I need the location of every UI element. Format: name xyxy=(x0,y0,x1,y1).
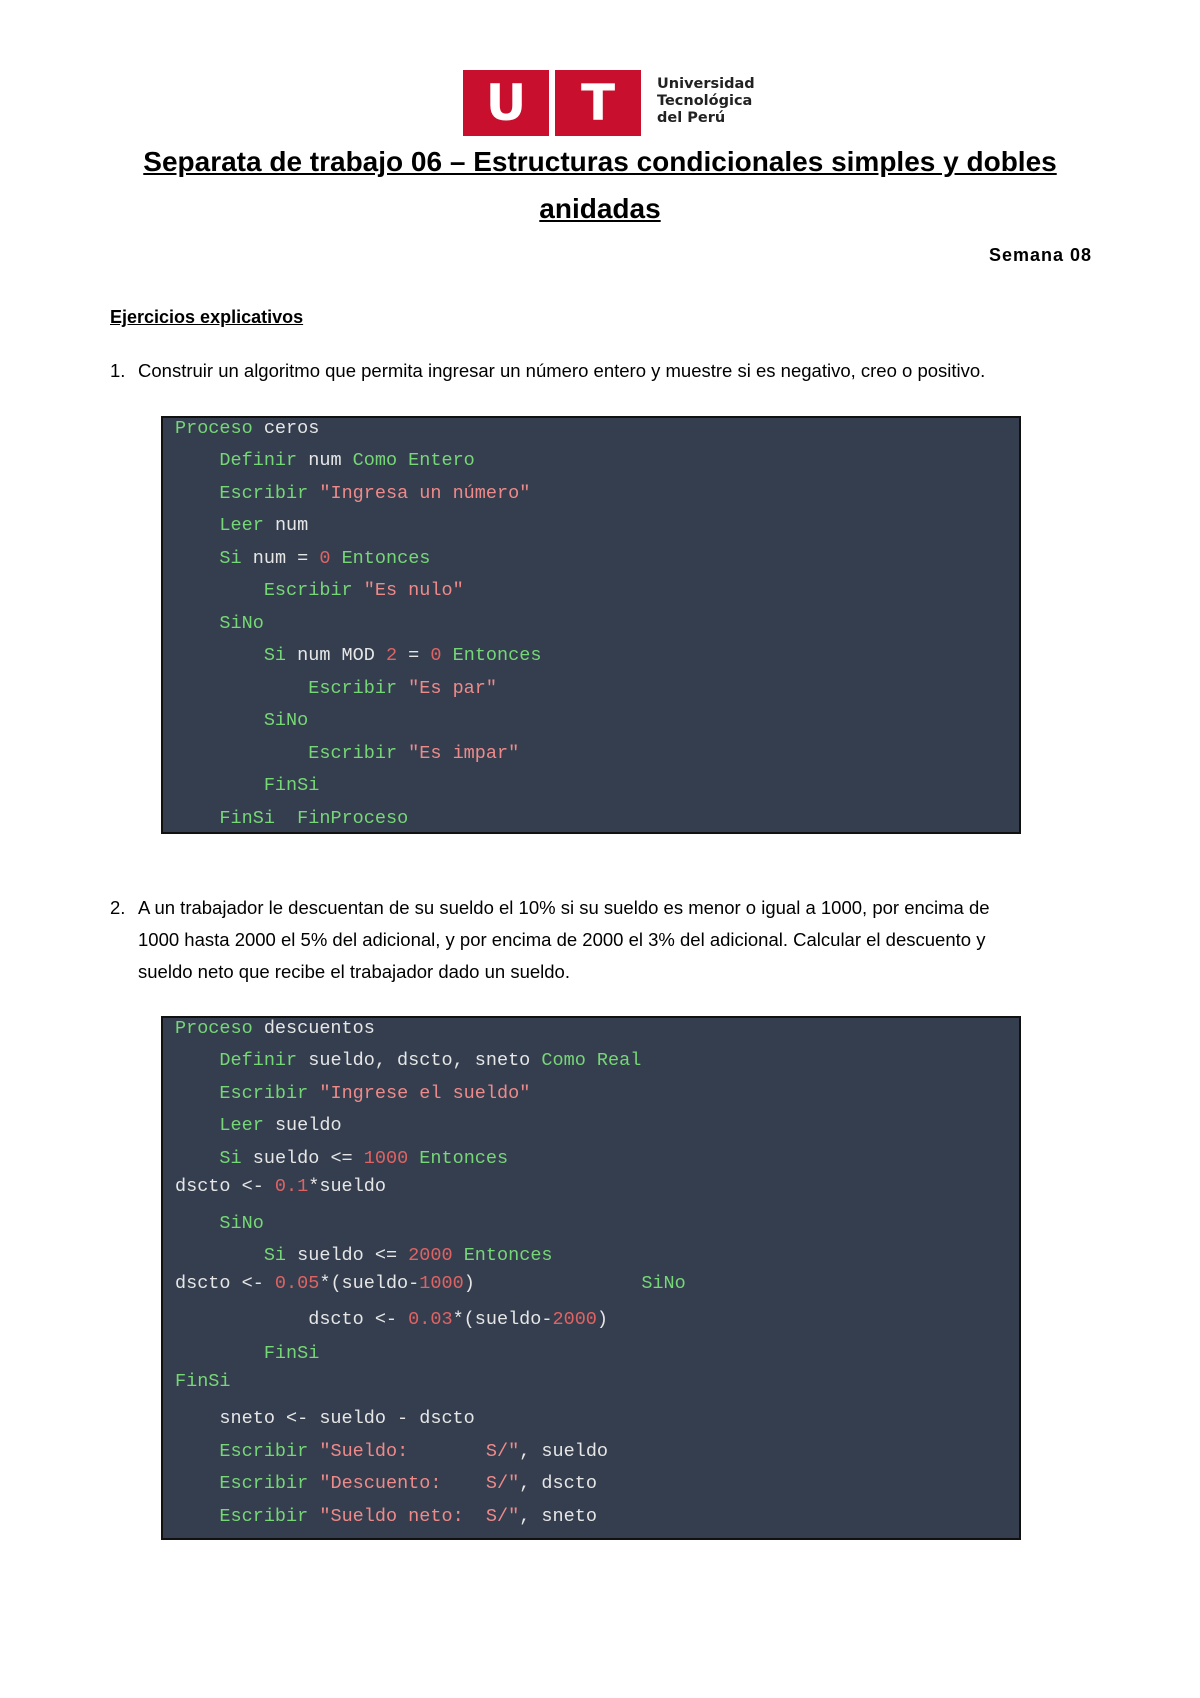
code-token: *(sueldo- xyxy=(319,1273,420,1294)
code-line xyxy=(175,1441,608,1462)
logo-letter-u: U xyxy=(485,74,527,132)
code-token: "Es nulo" xyxy=(363,580,464,601)
code-token: Si xyxy=(263,1245,287,1266)
code-token: , sneto xyxy=(519,1506,597,1527)
code-token: Definir xyxy=(219,1050,298,1071)
code-line xyxy=(175,1115,342,1136)
code-line xyxy=(175,613,264,634)
question-1 xyxy=(110,355,1070,387)
code-token xyxy=(175,613,219,634)
code-token: "Ingresa un número" xyxy=(319,483,531,504)
code-token xyxy=(175,450,219,471)
question-1-number: 1. xyxy=(110,360,126,381)
code-token: FinSi xyxy=(219,808,275,829)
question-2-line-2: 1000 hasta 2000 el 5% del adicional, y por encima de 2000 el 3% del adicional. Calcular el descuento y xyxy=(138,929,986,950)
code-token: Escribir xyxy=(219,1473,309,1494)
code-token: num xyxy=(263,515,309,536)
code-line xyxy=(175,450,475,471)
code-token xyxy=(175,743,308,764)
code-token xyxy=(175,1506,219,1527)
code-token: Definir xyxy=(219,450,298,471)
code-token xyxy=(175,580,264,601)
code-token: Escribir xyxy=(219,1083,309,1104)
code-token: 0.1 xyxy=(274,1176,309,1197)
code-token: Si xyxy=(219,1148,242,1169)
code-line xyxy=(175,1506,597,1527)
code-token xyxy=(175,678,308,699)
code-token: ) xyxy=(596,1309,609,1330)
code-token: descuentos xyxy=(252,1018,375,1039)
question-2 xyxy=(110,892,1070,988)
code-token xyxy=(308,483,319,504)
logo-text-line-3: del Perú xyxy=(657,110,726,126)
code-line xyxy=(175,775,319,796)
code-token xyxy=(175,1115,219,1136)
code-line xyxy=(175,1309,608,1330)
code-token: , sueldo xyxy=(519,1441,609,1462)
code-line xyxy=(175,1050,641,1071)
code-token: *sueldo xyxy=(308,1176,386,1197)
code-line xyxy=(175,1473,597,1494)
code-token: = xyxy=(397,645,431,666)
code-line xyxy=(175,580,464,601)
code-token: Como Real xyxy=(541,1050,642,1071)
logo-university-name xyxy=(657,76,755,127)
code-token xyxy=(175,1148,219,1169)
code-line xyxy=(175,1148,508,1169)
code-line xyxy=(175,808,408,829)
code-token: , dscto xyxy=(519,1473,597,1494)
code-token: Entonces xyxy=(419,1148,509,1169)
logo-text-line-1: Universidad xyxy=(657,76,755,92)
code-line xyxy=(175,1083,530,1104)
code-token: *(sueldo- xyxy=(452,1309,553,1330)
code-token xyxy=(175,710,264,731)
question-1-text: Construir un algoritmo que permita ingresar un número entero y muestre si es negativo, creo o positivo. xyxy=(138,360,986,381)
code-token xyxy=(308,1083,319,1104)
code-token: 0 xyxy=(319,548,331,569)
code-token xyxy=(175,645,264,666)
code-token: FinProceso xyxy=(297,808,409,829)
code-token xyxy=(308,1441,319,1462)
code-line xyxy=(175,678,497,699)
code-token: Proceso xyxy=(175,1018,253,1039)
code-token: FinSi xyxy=(263,1343,320,1364)
code-token xyxy=(308,1473,319,1494)
code-token: "Descuento: S/" xyxy=(319,1473,520,1494)
code-block-2 xyxy=(161,1016,1021,1540)
code-token xyxy=(308,1506,319,1527)
code-token: SiNo xyxy=(263,710,309,731)
code-token: "Es impar" xyxy=(408,743,520,764)
code-token: Proceso xyxy=(175,418,253,439)
code-token: sueldo <= xyxy=(241,1148,364,1169)
code-token: Entonces xyxy=(341,548,431,569)
code-token: dscto <- xyxy=(175,1176,275,1197)
code-token: Escribir xyxy=(308,678,398,699)
code-token xyxy=(175,1213,219,1234)
code-token: "Ingrese el sueldo" xyxy=(319,1083,531,1104)
page-title-line-2: anidadas xyxy=(539,193,661,224)
code-line xyxy=(175,1213,264,1234)
code-token: Leer xyxy=(219,1115,264,1136)
code-line xyxy=(175,483,530,504)
code-token: Escribir xyxy=(263,580,353,601)
code-token xyxy=(175,808,219,829)
code-token xyxy=(175,548,219,569)
code-token: "Es par" xyxy=(408,678,497,699)
question-2-number: 2. xyxy=(110,897,126,918)
code-token xyxy=(175,775,264,796)
code-block-1 xyxy=(161,416,1021,834)
code-line xyxy=(175,1371,231,1392)
code-token: num xyxy=(297,450,353,471)
code-token xyxy=(397,743,408,764)
code-token: Escribir xyxy=(219,483,309,504)
code-token xyxy=(175,1343,264,1364)
logo-letter-t: T xyxy=(580,74,616,132)
code-token: 2000 xyxy=(552,1309,597,1330)
code-token: Si xyxy=(263,645,287,666)
code-line xyxy=(175,1245,553,1266)
code-token: sneto <- sueldo - dscto xyxy=(175,1408,475,1429)
code-token: dscto <- xyxy=(175,1273,275,1294)
code-line xyxy=(175,1018,375,1039)
code-line xyxy=(175,1408,475,1429)
code-token: Si xyxy=(219,548,242,569)
code-token: 1000 xyxy=(419,1273,464,1294)
code-token xyxy=(330,548,341,569)
code-token xyxy=(275,808,297,829)
code-line xyxy=(175,515,308,536)
code-token xyxy=(175,1441,219,1462)
code-token xyxy=(175,483,219,504)
code-token xyxy=(175,1050,219,1071)
code-line xyxy=(175,418,319,439)
code-token: Como Entero xyxy=(352,450,475,471)
code-token: Leer xyxy=(219,515,264,536)
code-token xyxy=(453,1245,464,1266)
code-line xyxy=(175,645,541,666)
code-token: dscto <- xyxy=(175,1309,409,1330)
code-token: FinSi xyxy=(263,775,320,796)
code-line xyxy=(175,710,308,731)
code-token: 0.05 xyxy=(274,1273,320,1294)
code-token: Escribir xyxy=(219,1441,309,1462)
code-token: Escribir xyxy=(219,1506,309,1527)
code-token: SiNo xyxy=(641,1273,686,1294)
code-token: 2000 xyxy=(408,1245,453,1266)
code-line xyxy=(175,548,430,569)
section-heading: Ejercicios explicativos xyxy=(110,307,304,327)
code-token xyxy=(175,1083,219,1104)
logo-text-line-2: Tecnológica xyxy=(657,93,753,109)
code-token xyxy=(397,678,408,699)
question-2-line-1: A un trabajador le descuentan de su sueldo el 10% si su sueldo es menor o igual a 1000, por encima de xyxy=(138,897,990,918)
code-token: sueldo, dscto, sneto xyxy=(297,1050,542,1071)
code-token xyxy=(442,645,453,666)
code-token: FinSi xyxy=(175,1371,231,1392)
code-line xyxy=(175,1176,386,1197)
code-token xyxy=(353,580,364,601)
code-token xyxy=(175,1473,219,1494)
code-token: ceros xyxy=(252,418,320,439)
code-line xyxy=(175,1273,686,1294)
code-token: num = xyxy=(241,548,320,569)
code-token: sueldo <= xyxy=(286,1245,409,1266)
code-token: Entonces xyxy=(452,645,542,666)
code-token xyxy=(175,1245,264,1266)
week-label: Semana 08 xyxy=(988,245,1092,265)
code-token: 1000 xyxy=(363,1148,409,1169)
code-token: "Sueldo: S/" xyxy=(319,1441,520,1462)
code-token: SiNo xyxy=(219,1213,264,1234)
code-token: Escribir xyxy=(308,743,398,764)
code-token: Entonces xyxy=(463,1245,553,1266)
question-2-line-3: sueldo neto que recibe el trabajador dado un sueldo. xyxy=(138,961,570,982)
code-token: 2 xyxy=(385,645,398,666)
utp-logo xyxy=(463,70,755,136)
code-token xyxy=(175,515,219,536)
code-token: ) xyxy=(463,1273,642,1294)
code-token: num MOD xyxy=(286,645,386,666)
code-line xyxy=(175,1343,319,1364)
code-token: 0.03 xyxy=(408,1309,453,1330)
page-title-line-1: Separata de trabajo 06 – Estructuras condicionales simples y dobles xyxy=(143,146,1057,177)
code-token: 0 xyxy=(430,645,442,666)
code-token: "Sueldo neto: S/" xyxy=(319,1506,520,1527)
code-token: sueldo xyxy=(263,1115,342,1136)
code-line xyxy=(175,743,519,764)
code-token: SiNo xyxy=(219,613,264,634)
code-token xyxy=(408,1148,419,1169)
